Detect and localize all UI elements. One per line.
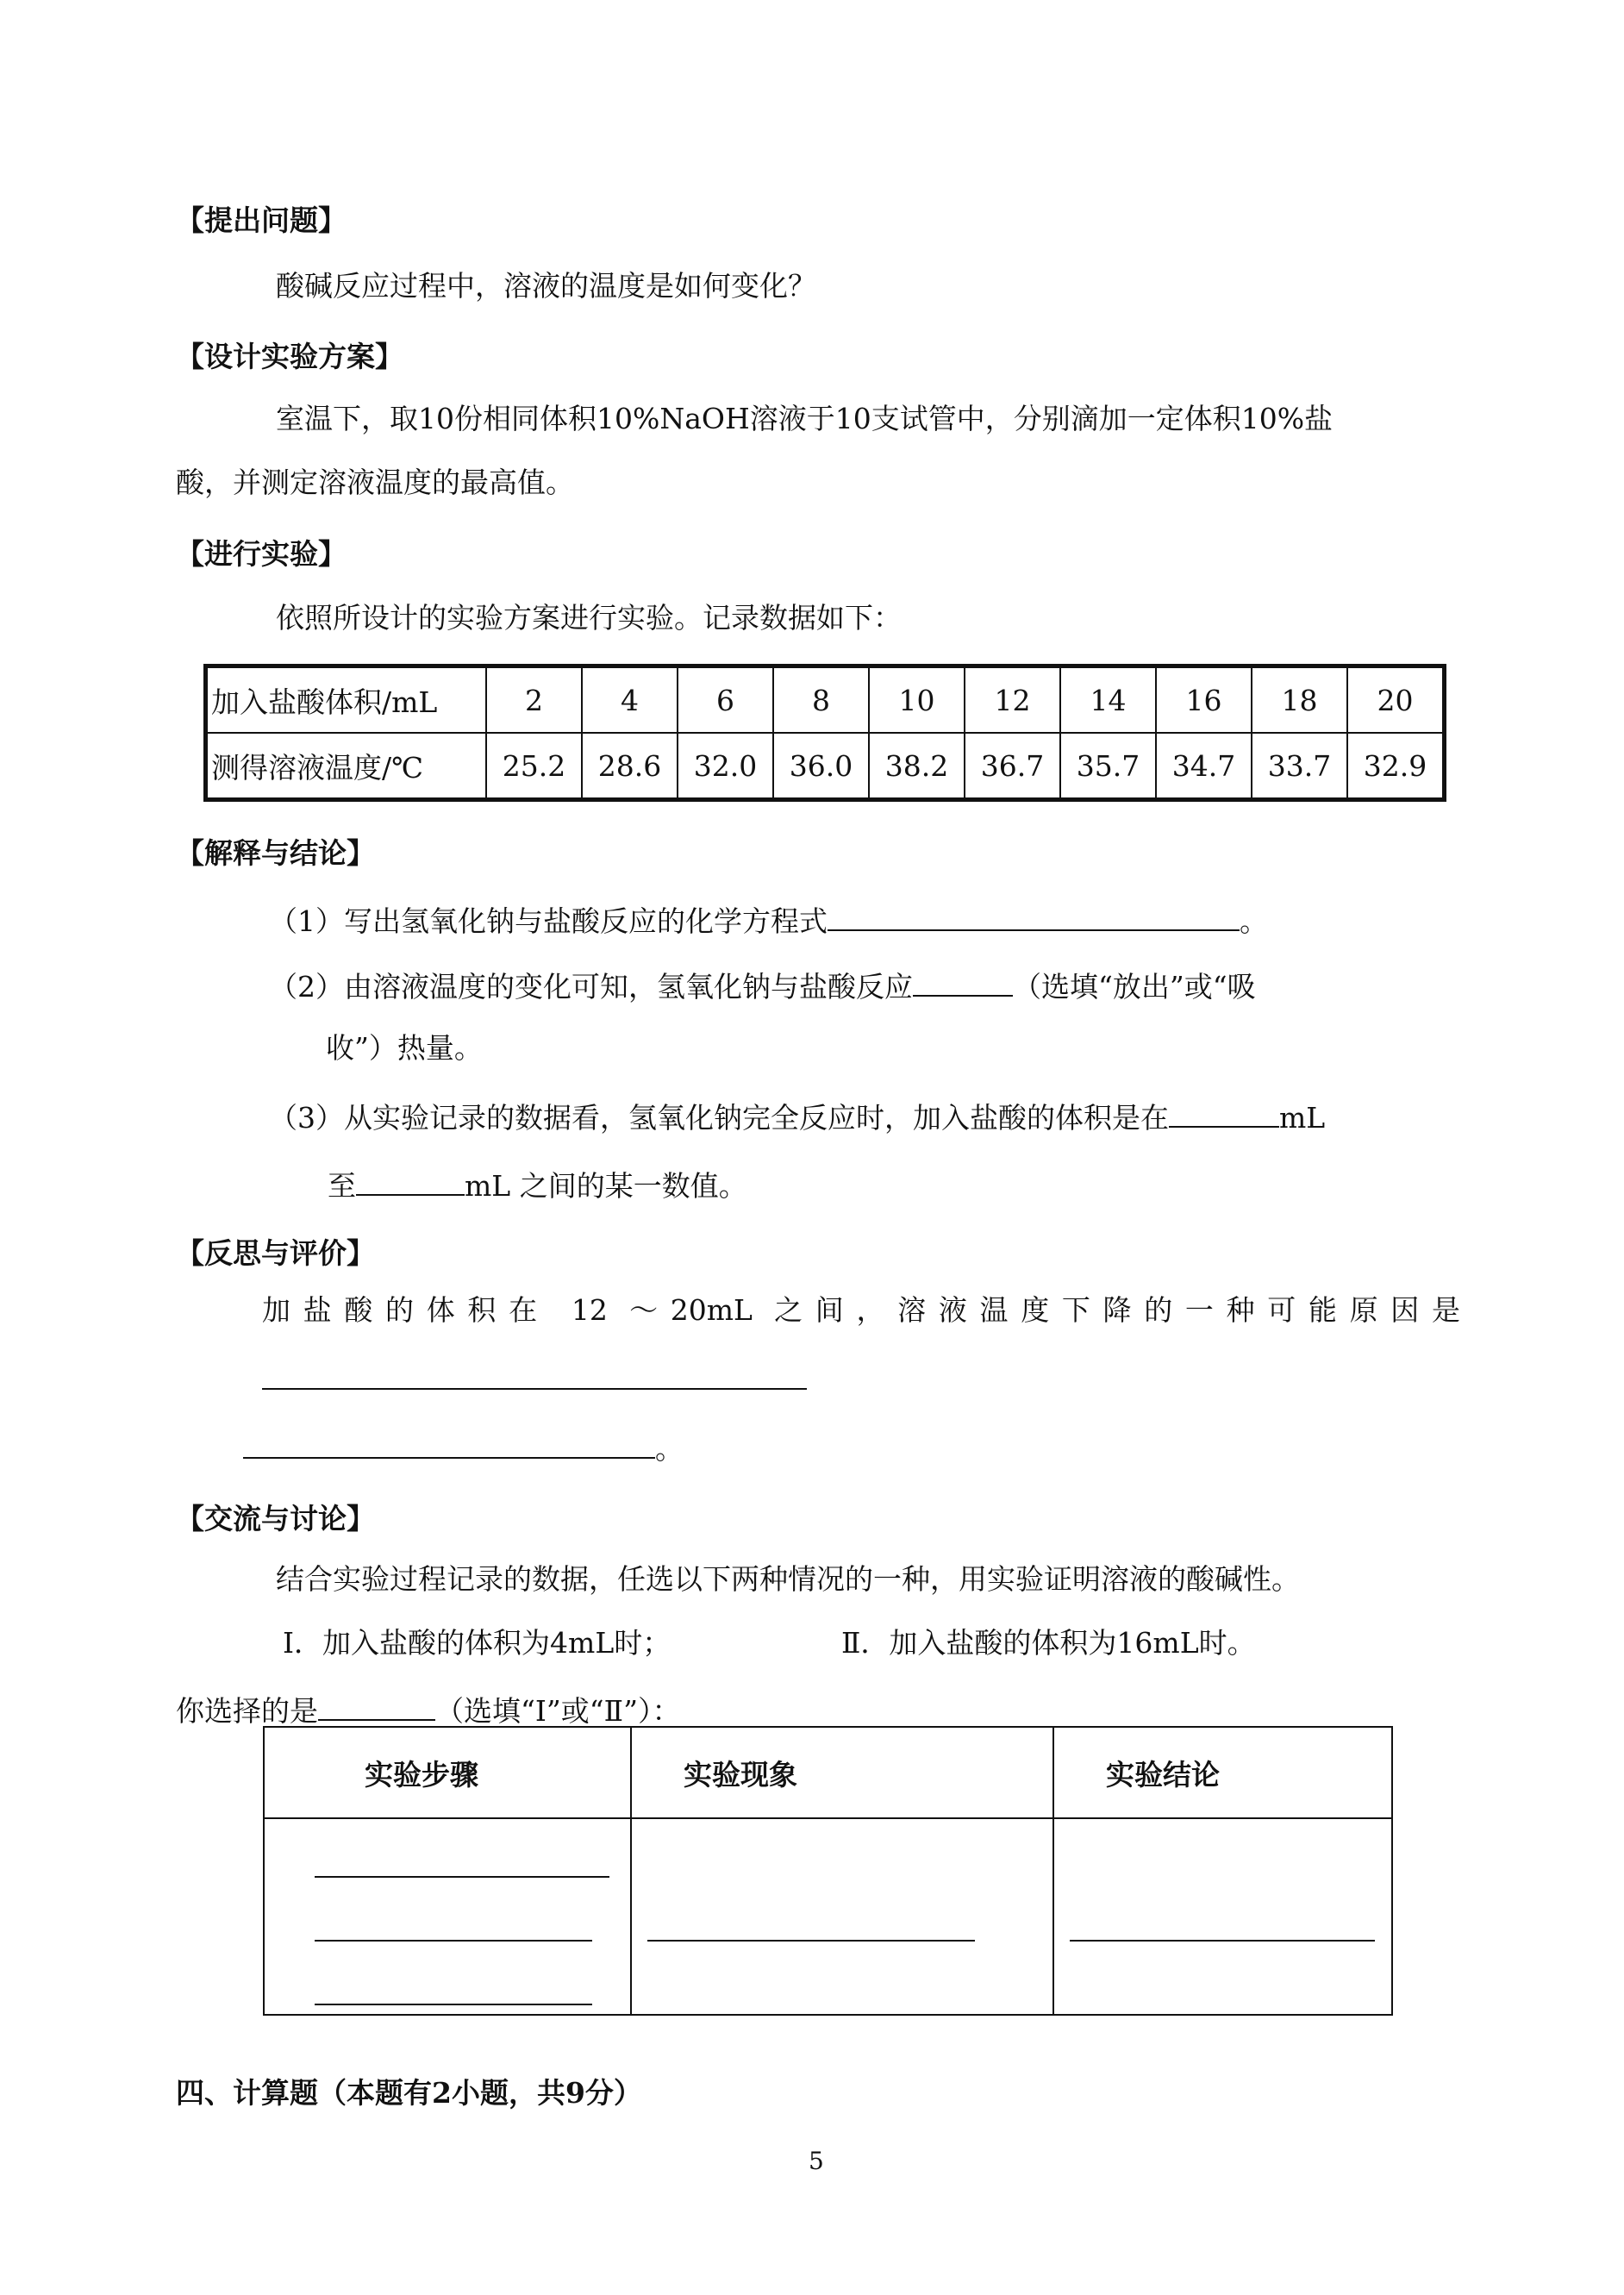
steps-answer-line-3[interactable] [315,2004,592,2005]
phenomena-answer-line[interactable] [647,1940,975,1942]
steps-cell [264,1818,631,2015]
volume-cell: 2 [486,666,582,734]
q1-answer-blank[interactable] [828,900,1240,931]
volume-cell: 18 [1252,666,1347,734]
design-line-2: 酸，并测定溶液温度的最高值。 [176,466,574,499]
temperature-cell: 33.7 [1252,733,1347,800]
experiment-table [263,1726,1393,2016]
row-label-temperature: 测得溶液温度/℃ [206,733,487,800]
section-conduct: 【进行实验】 [176,537,347,571]
conclusion-cell [1053,1818,1392,2015]
explain-q2 [269,966,1256,1004]
page-number: 5 [809,2147,824,2175]
q3-tail: mL 之间的某一数值。 [465,1169,747,1203]
temperature-cell: 36.7 [965,733,1060,800]
question-text: 酸碱反应过程中，溶液的温度是如何变化？ [276,269,816,303]
section-calc: 四、计算题（本题有2小题，共9分） [176,2076,642,2110]
table-row-volume [206,666,1445,734]
design-line-1: 室温下，取10份相同体积10%NaOH溶液于10支试管中，分别滴加一定体积10%盐 [276,402,1334,435]
q3-unit: mL [1279,1101,1326,1135]
table-row-temperature [206,733,1445,800]
steps-answer-line-1[interactable] [315,1876,609,1878]
q2-answer-blank[interactable] [913,966,1013,997]
row-label-volume: 加入盐酸体积/mL [206,666,487,734]
discuss-line-1: 结合实验过程记录的数据，任选以下两种情况的一种，用实验证明溶液的酸碱性。 [276,1562,1300,1596]
volume-cell: 16 [1156,666,1252,734]
temperature-cell: 36.0 [773,733,869,800]
choice-label: 你选择的是 [176,1694,318,1728]
q2-text: （2）由溶液温度的变化可知，氢氧化钠与盐酸反应 [269,970,913,1004]
col-header-steps: 实验步骤 [264,1727,631,1818]
conduct-text: 依照所设计的实验方案进行实验。记录数据如下： [276,601,902,635]
data-table [203,664,1446,802]
q3-to-label: 至 [328,1169,356,1203]
q3-answer-blank-to[interactable] [356,1165,465,1196]
experiment-table-row [264,1818,1392,2015]
reflect-answer-blank-1[interactable] [262,1388,807,1390]
reflect-line-1: 加盐酸的体积在 12 ～20mL 之间，溶液温度下降的一种可能原因是 [262,1293,1460,1327]
explain-q1 [269,900,1268,939]
section-discuss: 【交流与讨论】 [176,1502,375,1535]
choice-options: （选填“Ⅰ”或“Ⅱ”）： [435,1694,681,1728]
volume-cell: 10 [869,666,965,734]
experiment-table-header [264,1727,1392,1818]
temperature-cell: 34.7 [1156,733,1252,800]
steps-answer-line-2[interactable] [315,1940,592,1942]
volume-cell: 4 [582,666,678,734]
section-reflect: 【反思与评价】 [176,1236,375,1270]
section-design: 【设计实验方案】 [176,340,403,373]
section-ask-question: 【提出问题】 [176,203,347,237]
explain-q2-line2: 收”）热量。 [326,1031,483,1065]
explain-q3-line2 [328,1165,747,1204]
explain-q3 [269,1097,1325,1135]
volume-cell: 20 [1347,666,1445,734]
volume-cell: 8 [773,666,869,734]
col-header-phenomena: 实验现象 [631,1727,1053,1818]
discuss-option-2: Ⅱ．加入盐酸的体积为16mL时。 [841,1626,1256,1660]
q1-text: （1）写出氢氧化钠与盐酸反应的化学方程式 [269,904,828,938]
temperature-cell: 32.9 [1347,733,1445,800]
section-explain: 【解释与结论】 [176,836,375,870]
choice-answer-blank[interactable] [318,1690,435,1721]
discuss-option-1: Ⅰ．加入盐酸的体积为4mL时； [283,1626,671,1660]
temperature-cell: 38.2 [869,733,965,800]
discuss-choice [176,1690,680,1729]
col-header-conclusion: 实验结论 [1053,1727,1392,1818]
q2-options: （选填“放出”或“吸 [1013,970,1256,1004]
q3-text: （3）从实验记录的数据看，氢氧化钠完全反应时，加入盐酸的体积是在 [269,1101,1169,1135]
volume-cell: 6 [678,666,773,734]
temperature-cell: 28.6 [582,733,678,800]
q3-answer-blank-from[interactable] [1169,1097,1279,1128]
q1-end: 。 [1240,904,1268,938]
reflect-line-3 [243,1428,684,1466]
volume-cell: 14 [1060,666,1156,734]
reflect-end: 。 [655,1432,684,1466]
volume-cell: 12 [965,666,1060,734]
phenomena-cell [631,1818,1053,2015]
temperature-cell: 35.7 [1060,733,1156,800]
temperature-cell: 32.0 [678,733,773,800]
reflect-answer-blank-2[interactable] [243,1428,655,1459]
conclusion-answer-line[interactable] [1070,1940,1375,1942]
temperature-cell: 25.2 [486,733,582,800]
